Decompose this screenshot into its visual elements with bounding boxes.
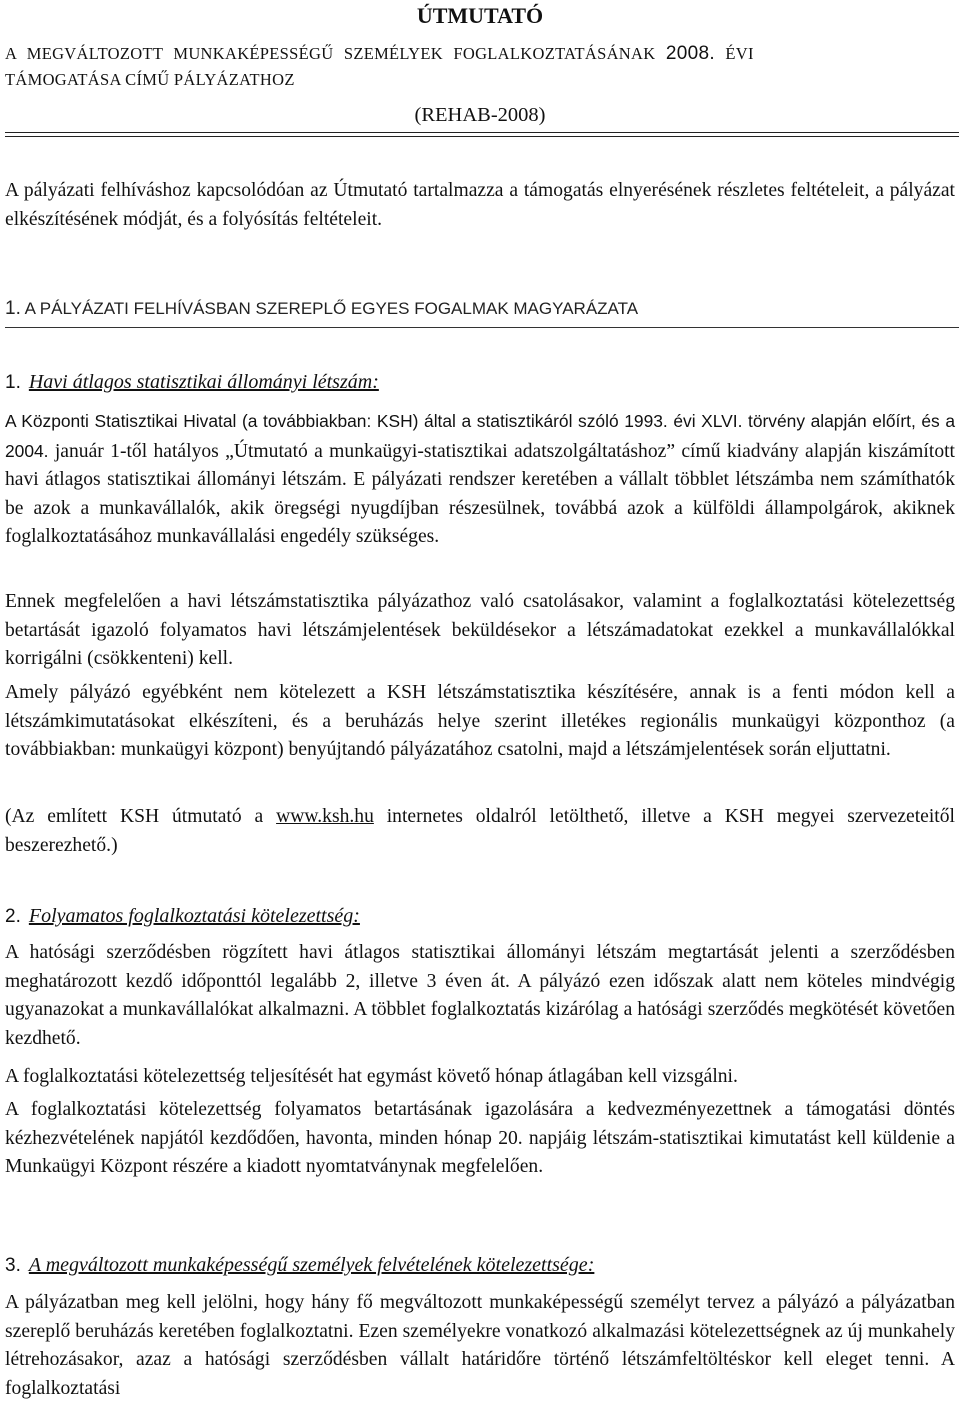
item-3-heading <box>5 1251 955 1280</box>
intro-paragraph: A pályázati felhíváshoz kapcsolódóan az Útmutató tartalmazza a támogatás elnyerésének részletes feltételeit, a pályázat elkészítésének módját, és a folyósítás feltételeit. <box>5 180 955 230</box>
item-3-label: A megváltozott munkaképességű személyek felvételének kötelezettsége: <box>28 1254 595 1276</box>
program-code: (REHAB-2008) <box>414 104 546 126</box>
subtitle-end: ÉVI <box>725 44 754 63</box>
section-1-number: 1. <box>5 298 21 319</box>
item-1-p1-serif: január 1-től hatályos „Útmutató a munkaügyi-statisztikai adatszolgáltatáshoz” című kiadvány alapján kiszámított havi átlagos statisztikai állományi létszám. E pályázati rendszer keretében a vállalt többlet létszámba nem számíthatók be azok a munkavállalók, akik öregségi nyugdíjban részesülnek, továbbá azok a külföldi állampolgárok, akiknek foglalkoztatásához munkavállalási engedély szükséges. <box>5 440 955 548</box>
item-1-paragraph-4 <box>5 803 955 860</box>
document-subtitle-line1 <box>5 40 960 69</box>
item-2-heading <box>5 902 955 931</box>
document-subtitle-line2: TÁMOGATÁSA CÍMŰ PÁLYÁZATHOZ <box>5 70 295 89</box>
section-1-title: A PÁLYÁZATI FELHÍVÁSBAN SZEREPLŐ EGYES FOGALMAK MAGYARÁZATA <box>24 299 639 318</box>
item-2-paragraph-1: A hatósági szerződésben rögzített havi átlagos statisztikai állományi létszám megtartását jelenti a szerződésben meghatározott kezdő időponttól legalább 2, illetve 3 éven át. A pályázó ezen időszak alatt nem köteles mindvégig ugyanazokat a munkavállalókat alkalmazni. A többlet foglalkoztatás kizárólag a hatósági szerződés megkötését követően kezdhető. <box>5 942 955 1049</box>
item-1-paragraph-2: Ennek megfelelően a havi létszámstatisztika pályázathoz való csatolásakor, valamint a foglalkoztatási kötelezettség betartását igazoló folyamatos havi létszámjelentések beküldésekor a létszámadatokat ezekkel a munkavállalókkal korrigálni (csökkenteni) kell. <box>5 591 955 670</box>
item-2-label: Folyamatos foglalkoztatási kötelezettség: <box>28 905 360 927</box>
item-1-heading <box>5 368 955 397</box>
item-2-paragraph-2: A foglalkoztatási kötelezettség teljesítését hat egymást követő hónap átlagában kell vizsgálni. <box>5 1066 738 1087</box>
item-3-number: 3. <box>5 1255 21 1276</box>
item-2-paragraph-3: A foglalkoztatási kötelezettség folyamatos betartásának igazolására a kedvezményezettnek a támogatási döntés kézhezvételének napjától kezdődően, havonta, minden hónap 20. napjáig létszám-statisztikai kimutatást kell küldenie a Munkaügyi Központ részére a kiadott nyomtatványnak megfelelően. <box>5 1099 955 1178</box>
title-divider <box>5 132 959 137</box>
subtitle-text: A MEGVÁLTOZOTT MUNKAKÉPESSÉGŰ SZEMÉLYEK FOGLALKOZTATÁSÁNAK <box>5 44 656 63</box>
item-1-p4-after: internetes oldalról letölthető, illetve a KSH megyei szervezeteitől beszerezhető.) <box>5 806 955 856</box>
item-3-paragraph-1: A pályázatban meg kell jelölni, hogy hány fő megváltozott munkaképességű személyt tervez a pályázó a pályázatban szereplő beruházás keretében foglalkoztatni. Ezen személyekre vonatkozó alkalmazási kötelezettségnek az új munkahely létrehozásakor, azaz a hatósági szerződésben vállalt határidőre történő létszámfeltöltéskor kell eleget tenni. A foglalkoztatási <box>5 1292 955 1399</box>
document-title: ÚTMUTATÓ <box>416 3 544 28</box>
section-1-heading <box>5 298 959 320</box>
item-2-number: 2. <box>5 906 21 927</box>
section-1-divider <box>5 327 959 328</box>
subtitle-year: 2008. <box>665 43 715 64</box>
item-1-label: Havi átlagos statisztikai állományi létszám: <box>28 371 379 393</box>
item-1-p1-sans: A Központi Statisztikai Hivatal (a továbbiakban: KSH) által a statisztikáról szóló 1993. évi XLVI. törvény alapján előírt, és a 2004. <box>5 411 955 461</box>
item-1-paragraph-1 <box>5 407 955 552</box>
item-1-p4-before: (Az említett KSH útmutató a <box>5 806 277 827</box>
item-1-paragraph-3: Amely pályázó egyébként nem kötelezett a KSH létszámstatisztika készítésére, annak is a fenti módon kell a létszámkimutatásokat elkészíteni, és a beruházás helye szerint illetékes regionális munkaügyi központhoz (a továbbiakban: munkaügyi központ) benyújtandó pályázatához csatolni, majd a létszámjelentések során eljuttatni. <box>5 682 955 761</box>
ksh-link[interactable]: www.ksh.hu <box>276 806 374 827</box>
item-1-number: 1. <box>5 372 21 393</box>
